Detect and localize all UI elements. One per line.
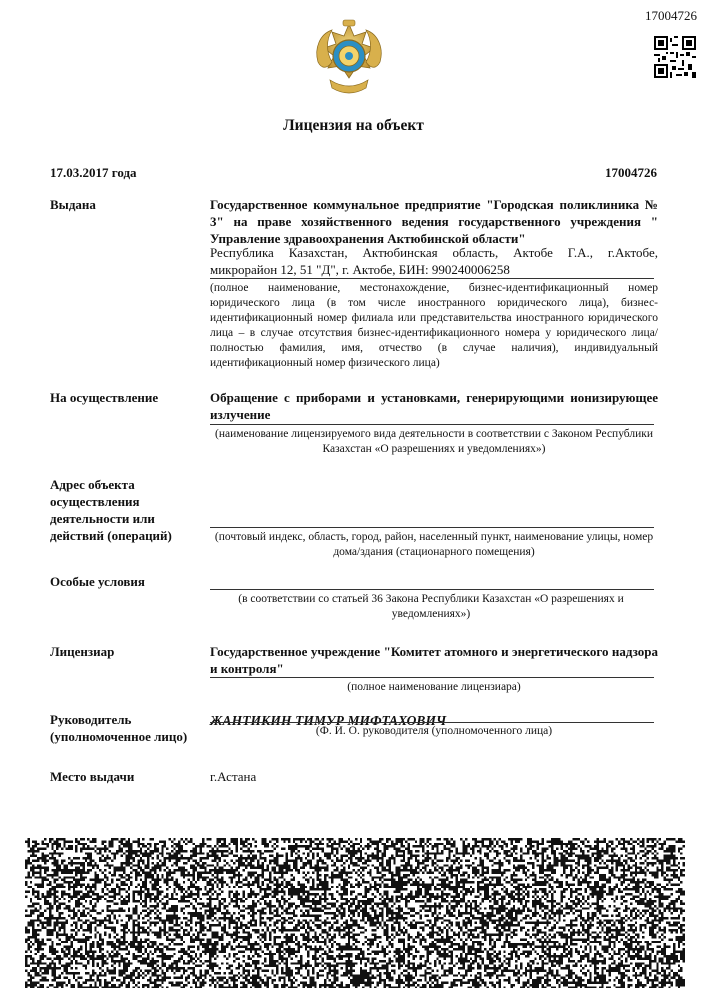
qr-code-icon [654, 36, 696, 78]
activity-rule [210, 424, 654, 425]
issue-date: 17.03.2017 года [50, 165, 137, 180]
special-conditions-label: Особые условия [50, 574, 145, 589]
activity-label: На осуществление [50, 390, 159, 405]
qr-code-icon [245, 838, 355, 988]
object-address-rule [210, 527, 654, 528]
qr-code-icon [25, 838, 135, 988]
verification-qr-codes [25, 838, 685, 988]
issued-to-note: (полное наименование, местонахождение, бизнес-идентификационный номер юридического лица (в том числе иностранного юридического лица), бизнес-идентификационный номер филиала или представительства иностранного юридического лица – в случае отсутствия бизнес-идентификационного номера у юридического лица/полностью фамилия, имя, отчество (в случае наличия), индивидуальный идентификационный номер физического лица) [210, 282, 658, 369]
license-number: 17004726 [605, 165, 657, 180]
head-note: (Ф. И. О. руководителя (уполномоченного лица) [315, 725, 553, 737]
qr-code-icon [575, 838, 685, 988]
place-value: г.Астана [210, 769, 257, 784]
place-label: Место выдачи [50, 769, 135, 784]
special-conditions-note: (в соответствии со статьей 36 Закона Республики Казахстан «О разрешениях и уведомлениях») [238, 593, 624, 620]
issued-to-label: Выдана [50, 197, 96, 212]
page-title: Лицензия на объект [283, 117, 424, 134]
qr-code-icon [465, 838, 575, 988]
state-emblem-icon [310, 18, 388, 98]
licensor-rule [210, 677, 654, 678]
licensor-note: (полное наименование лицензиара) [347, 681, 521, 693]
issued-to-org-name: Государственное коммунальное предприятие "Городская поликлиника № 3" на праве хозяйственного ведения государственного учреждения " Управление здравоохранения Актюбинской области" [210, 197, 658, 246]
activity-note: (наименование лицензируемого вида деятельности в соответствии с Законом Республики Казахстан «О разрешениях и уведомлениях») [215, 428, 653, 455]
licensor-value: Государственное учреждение "Комитет атомного и энергетического надзора и контроля" [210, 644, 658, 676]
head-name: ЖАНТИКИН ТИМУР МИФТАХОВИЧ [210, 713, 447, 728]
licensor-label: Лицензиар [50, 644, 115, 659]
qr-code-icon [355, 838, 465, 988]
qr-code-icon [135, 838, 245, 988]
issued-to-rule [210, 278, 654, 279]
object-address-note: (почтовый индекс, область, город, район, населенный пункт, наименование улицы, номер дома/здания (стационарного помещения) [214, 531, 654, 558]
activity-value: Обращение с приборами и установками, генерирующими ионизирующее излучение [210, 390, 658, 422]
issued-to-address: Республика Казахстан, Актюбинская область, Актобе Г.А., г.Актобе, микрорайон 12, 51 "Д", г. Актобе, БИН: 990240006258 [210, 245, 658, 277]
document-number: 17004726 [645, 8, 697, 23]
head-rule [210, 722, 654, 723]
special-conditions-rule [210, 589, 654, 590]
object-address-label: Адрес объекта осуществления деятельности или действий (операций) [50, 477, 172, 543]
head-label: Руководитель (уполномоченное лицо) [50, 712, 188, 744]
